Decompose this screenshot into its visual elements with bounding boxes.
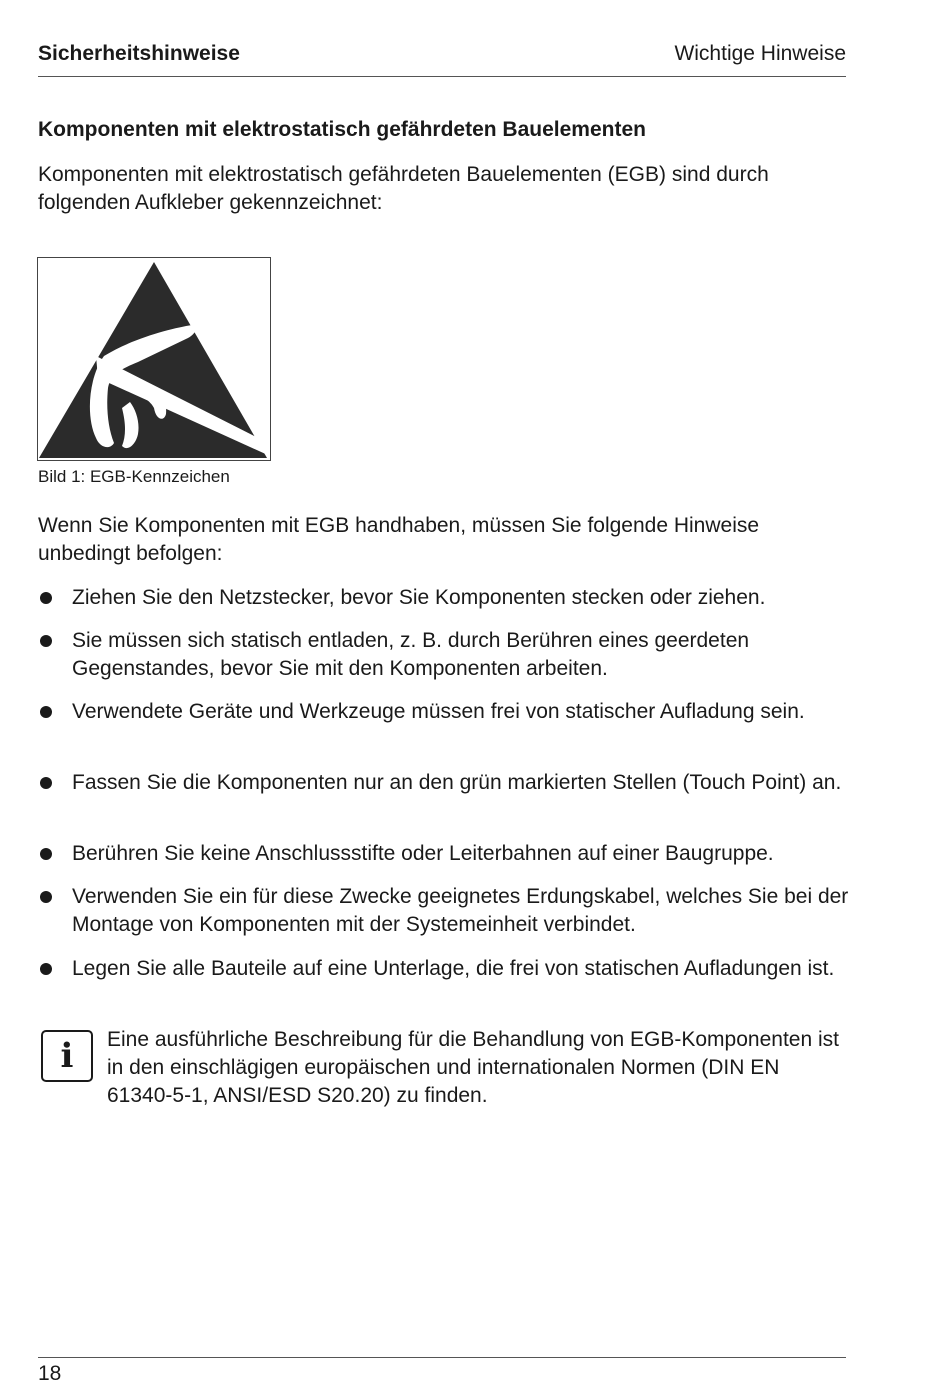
bullet-dot-icon bbox=[40, 848, 52, 860]
bullet-item bbox=[38, 840, 850, 868]
bullet-item bbox=[38, 627, 850, 683]
page-header bbox=[38, 42, 846, 77]
bullet-item bbox=[38, 955, 850, 983]
info-icon-glyph: i bbox=[60, 1036, 74, 1076]
lead-paragraph: Wenn Sie Komponenten mit EGB handhaben, müssen Sie folgende Hinweise unbedingt befolgen: bbox=[38, 514, 760, 565]
bullet-item bbox=[38, 883, 850, 939]
header-section-title: Sicherheitshinweise bbox=[38, 42, 240, 65]
info-note: Eine ausführliche Beschreibung für die Behandlung von EGB-Komponenten ist in den einschlägigen europäischen und internationalen Normen (DIN EN 61340-5-1, ANSI/ESD S20.20) zu finden. bbox=[107, 1028, 839, 1107]
bullet-text: Fassen Sie die Komponenten nur an den grün markierten Stellen (Touch Point) an. bbox=[72, 771, 842, 794]
bullet-text: Berühren Sie keine Anschlussstifte oder Leiterbahnen auf einer Baugruppe. bbox=[72, 842, 774, 865]
page-number: 18 bbox=[38, 1362, 62, 1385]
bullet-dot-icon bbox=[40, 706, 52, 718]
footer-divider bbox=[38, 1357, 846, 1358]
figure-caption: Bild 1: EGB-Kennzeichen bbox=[38, 467, 230, 486]
bullet-text: Sie müssen sich statisch entladen, z. B. durch Berühren eines geerdeten Gegenstandes, bevor Sie mit den Komponenten arbeiten. bbox=[72, 629, 750, 680]
section-title: Komponenten mit elektrostatisch gefährdeten Bauelementen bbox=[38, 118, 646, 141]
bullet-item bbox=[38, 698, 850, 726]
bullet-item bbox=[38, 769, 850, 797]
bullet-item bbox=[38, 584, 850, 612]
bullet-dot-icon bbox=[40, 635, 52, 647]
bullet-dot-icon bbox=[40, 891, 52, 903]
esd-warning-icon bbox=[38, 258, 270, 460]
bullet-text: Verwenden Sie ein für diese Zwecke geeignetes Erdungskabel, welches Sie bei der Montage von Komponenten mit der Systemeinheit verbindet. bbox=[72, 885, 849, 936]
bullet-text: Ziehen Sie den Netzstecker, bevor Sie Komponenten stecken oder ziehen. bbox=[72, 586, 766, 609]
info-icon bbox=[41, 1030, 93, 1082]
bullet-dot-icon bbox=[40, 963, 52, 975]
intro-paragraph: Komponenten mit elektrostatisch gefährdeten Bauelementen (EGB) sind durch folgenden Aufkleber gekennzeichnet: bbox=[38, 163, 769, 214]
header-chapter-title: Wichtige Hinweise bbox=[674, 42, 846, 65]
esd-figure bbox=[37, 257, 271, 461]
bullet-dot-icon bbox=[40, 777, 52, 789]
bullet-text: Legen Sie alle Bauteile auf eine Unterlage, die frei von statischen Aufladungen ist. bbox=[72, 957, 835, 980]
bullet-dot-icon bbox=[40, 592, 52, 604]
bullet-text: Verwendete Geräte und Werkzeuge müssen frei von statischer Aufladung sein. bbox=[72, 700, 805, 723]
